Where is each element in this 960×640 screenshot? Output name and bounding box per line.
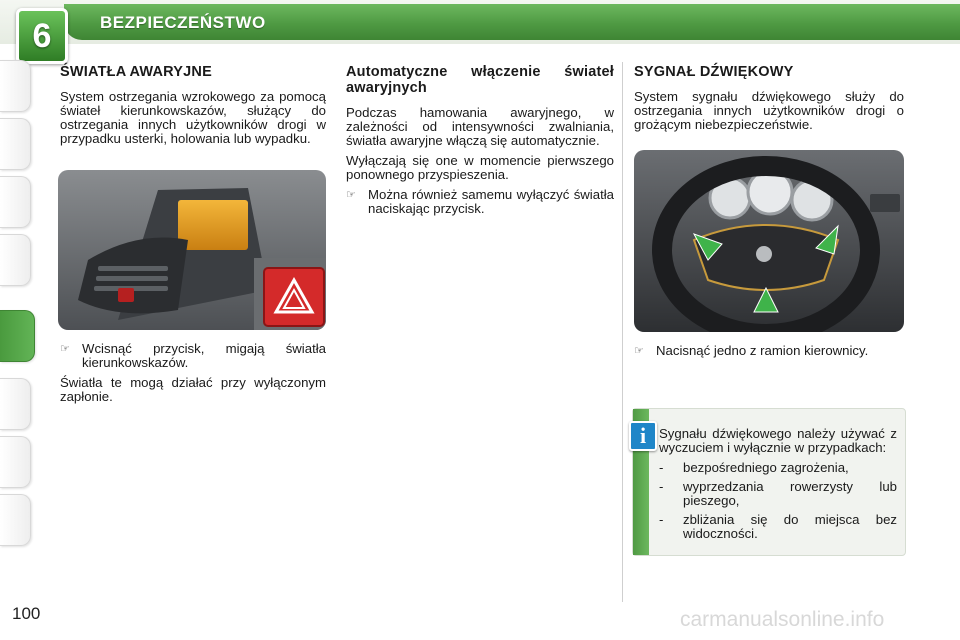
section-heading: Automatyczne włączenie świateł awaryjnych xyxy=(346,64,614,96)
chapter-tab[interactable] xyxy=(0,234,31,286)
info-box xyxy=(632,408,906,556)
page-title: BEZPIECZEŃSTWO xyxy=(100,13,266,32)
list-item: - wyprzedzania rowerzysty lub pieszego, xyxy=(659,479,897,508)
chapter-tab[interactable] xyxy=(0,118,31,170)
section-horn-instructions xyxy=(634,344,904,364)
pointing-hand-icon: ☞ xyxy=(634,345,644,357)
chapter-tab[interactable] xyxy=(0,494,31,546)
bullet-item: ☞ Można również samemu wyłączyć światła naciskając przycisk. xyxy=(346,187,614,216)
list-item: - bezpośredniego zagrożenia, xyxy=(659,460,849,475)
bullet-item: ☞ Nacisnąć jedno z ramion kierownicy. xyxy=(634,343,869,358)
display-screen xyxy=(178,200,248,250)
chapter-tabs xyxy=(0,60,34,580)
paragraph: System sygnału dźwiękowego służy do ostrzegania innych użytkowników drogi o grożącym niebezpieczeństwie. xyxy=(634,89,904,132)
section-hazard-lights xyxy=(60,64,326,152)
chapter-tab[interactable] xyxy=(0,176,31,228)
chapter-badge: 6 xyxy=(16,8,68,64)
steering-wheel-photo xyxy=(634,150,904,332)
pointing-hand-icon: ☞ xyxy=(60,343,70,355)
hazard-button-zoom xyxy=(264,268,324,326)
chapter-tab-active[interactable] xyxy=(0,310,35,362)
paragraph: Sygnału dźwiękowego należy używać z wyczuciem i wyłącznie w przypadkach: xyxy=(659,426,897,455)
chapter-tab[interactable] xyxy=(0,378,31,430)
list-item: - zbliżania się do miejsca bez widoczności. xyxy=(659,512,897,541)
section-hazard-instructions xyxy=(60,342,326,410)
chapter-tab[interactable] xyxy=(0,60,31,112)
section-heading: ŚWIATŁA AWARYJNE xyxy=(60,64,212,80)
hazard-button-small xyxy=(118,288,134,302)
column-divider xyxy=(622,62,623,602)
pointing-hand-icon: ☞ xyxy=(346,189,356,201)
paragraph: Podczas hamowania awaryjnego, w zależności od intensywności zwalniania, światła awaryjne włączą się automatycznie. xyxy=(346,105,614,148)
chapter-tab[interactable] xyxy=(0,436,31,488)
watermark: carmanualsonline.info xyxy=(680,608,885,631)
hazard-button-photo xyxy=(58,170,326,330)
page-number: 100 xyxy=(12,604,41,623)
section-auto-hazard xyxy=(346,64,614,222)
paragraph: Światła te mogą działać przy wyłączonym zapłonie. xyxy=(60,375,326,404)
section-heading: SYGNAŁ DŹWIĘKOWY xyxy=(634,64,794,80)
info-text xyxy=(659,427,897,546)
section-horn xyxy=(634,64,904,138)
paragraph: Wyłączają się one w momencie pierwszego ponownego przyspieszenia. xyxy=(346,153,614,182)
info-icon: i xyxy=(629,421,657,451)
bullet-item: ☞ Wcisnąć przycisk, migają światła kierunkowskazów. xyxy=(60,341,326,370)
paragraph: System ostrzegania wzrokowego za pomocą świateł kierunkowskazów, służący do ostrzegania innych użytkowników drogi w przypadku usterki, holowania lub wypadku. xyxy=(60,89,326,146)
